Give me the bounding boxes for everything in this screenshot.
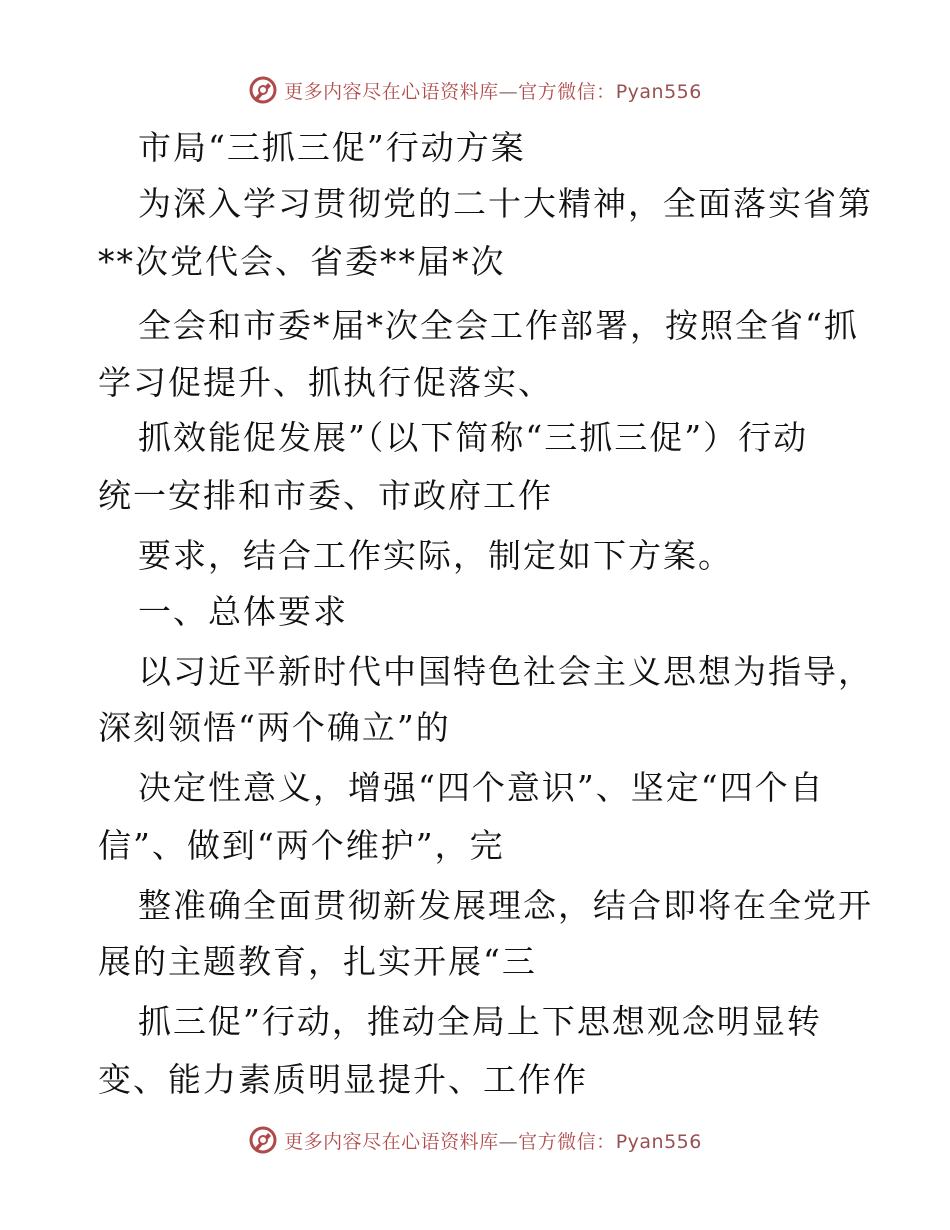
paragraph-line: 抓三促”行动，推动全局上下思想观念明显转 (138, 1002, 822, 1041)
paragraph-line: 展的主题教育，扎实开展“三 (98, 942, 537, 981)
pen-logo-icon (248, 75, 278, 105)
document-title: 市局“三抓三促”行动方案 (138, 128, 526, 167)
paragraph-line: 抓效能促发展”（以下简称“三抓三促”）行动 (138, 418, 809, 457)
watermark-text: 更多内容尽在心语资料库—官方微信：Pyan556 (284, 1130, 702, 1153)
paragraph-line: 为深入学习贯彻党的二十大精神，全面落实省第 (138, 184, 873, 223)
paragraph-line: 整准确全面贯彻新发展理念，结合即将在全党开 (138, 886, 873, 925)
paragraph-line: 以习近平新时代中国特色社会主义思想为指导， (138, 652, 873, 691)
paragraph-line: **次党代会、省委**届*次 (98, 242, 506, 281)
paragraph-line: 决定性意义，增强“四个意识”、坚定“四个自 (138, 768, 825, 807)
paragraph-line: 全会和市委*届*次全会工作部署，按照全省“抓 (138, 306, 859, 345)
paragraph-line: 深刻领悟“两个确立”的 (98, 708, 451, 747)
watermark-text: 更多内容尽在心语资料库—官方微信：Pyan556 (284, 80, 702, 103)
paragraph-line: 要求，结合工作实际，制定如下方案。 (138, 536, 733, 575)
paragraph-line: 变、能力素质明显提升、工作作 (98, 1060, 588, 1099)
paragraph-line: 学习促提升、抓执行促落实、 (98, 363, 553, 402)
section-heading: 一、总体要求 (138, 592, 348, 631)
paragraph-line: 信”、做到“两个维护”，完 (98, 826, 505, 865)
top-watermark-banner (0, 70, 950, 110)
pen-logo-icon (248, 1125, 278, 1155)
bottom-watermark-banner (0, 1120, 950, 1160)
paragraph-line: 统一安排和市委、市政府工作 (98, 476, 553, 515)
